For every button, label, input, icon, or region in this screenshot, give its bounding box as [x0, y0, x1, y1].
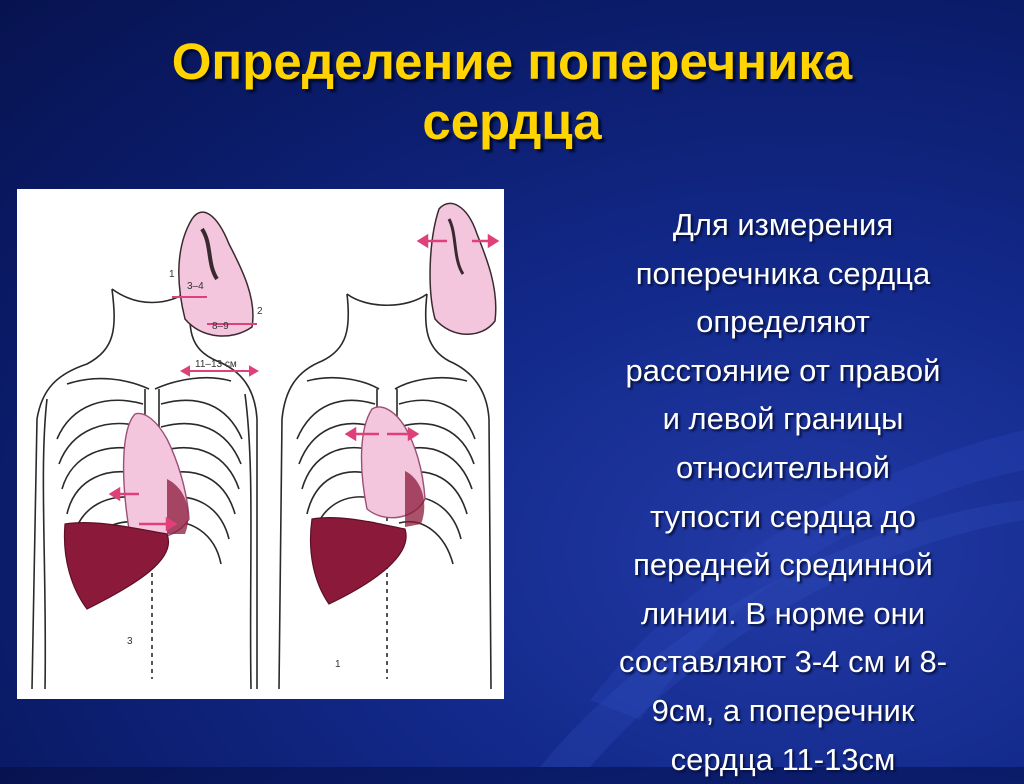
- left-measure-total: 11–13 см: [195, 359, 237, 370]
- left-measure-small: 3–4: [187, 281, 204, 292]
- left-label-1: 1: [169, 269, 175, 280]
- left-liver: [64, 523, 168, 609]
- left-label-3: 3: [127, 636, 133, 647]
- right-liver: [311, 518, 407, 604]
- body-text: Для измерения поперечника сердца определяют расстояние от правой и левой границы относительной тупости сердца до передней срединной линии. В норме они составляют 3-4 см и 8- 9см, а поперечник сердца 11-13см: [618, 207, 948, 777]
- left-measure-mid: 8–9: [212, 321, 229, 332]
- slide-title: [40, 32, 984, 152]
- anatomy-illustration: [17, 189, 504, 699]
- left-label-2: 2: [257, 306, 263, 317]
- right-label-1: 1: [335, 659, 341, 670]
- title-line-1: Определение поперечника: [171, 33, 853, 90]
- right-inset-heart: [430, 203, 496, 334]
- anatomy-figure: [17, 189, 504, 699]
- title-line-2: сердца: [422, 93, 602, 150]
